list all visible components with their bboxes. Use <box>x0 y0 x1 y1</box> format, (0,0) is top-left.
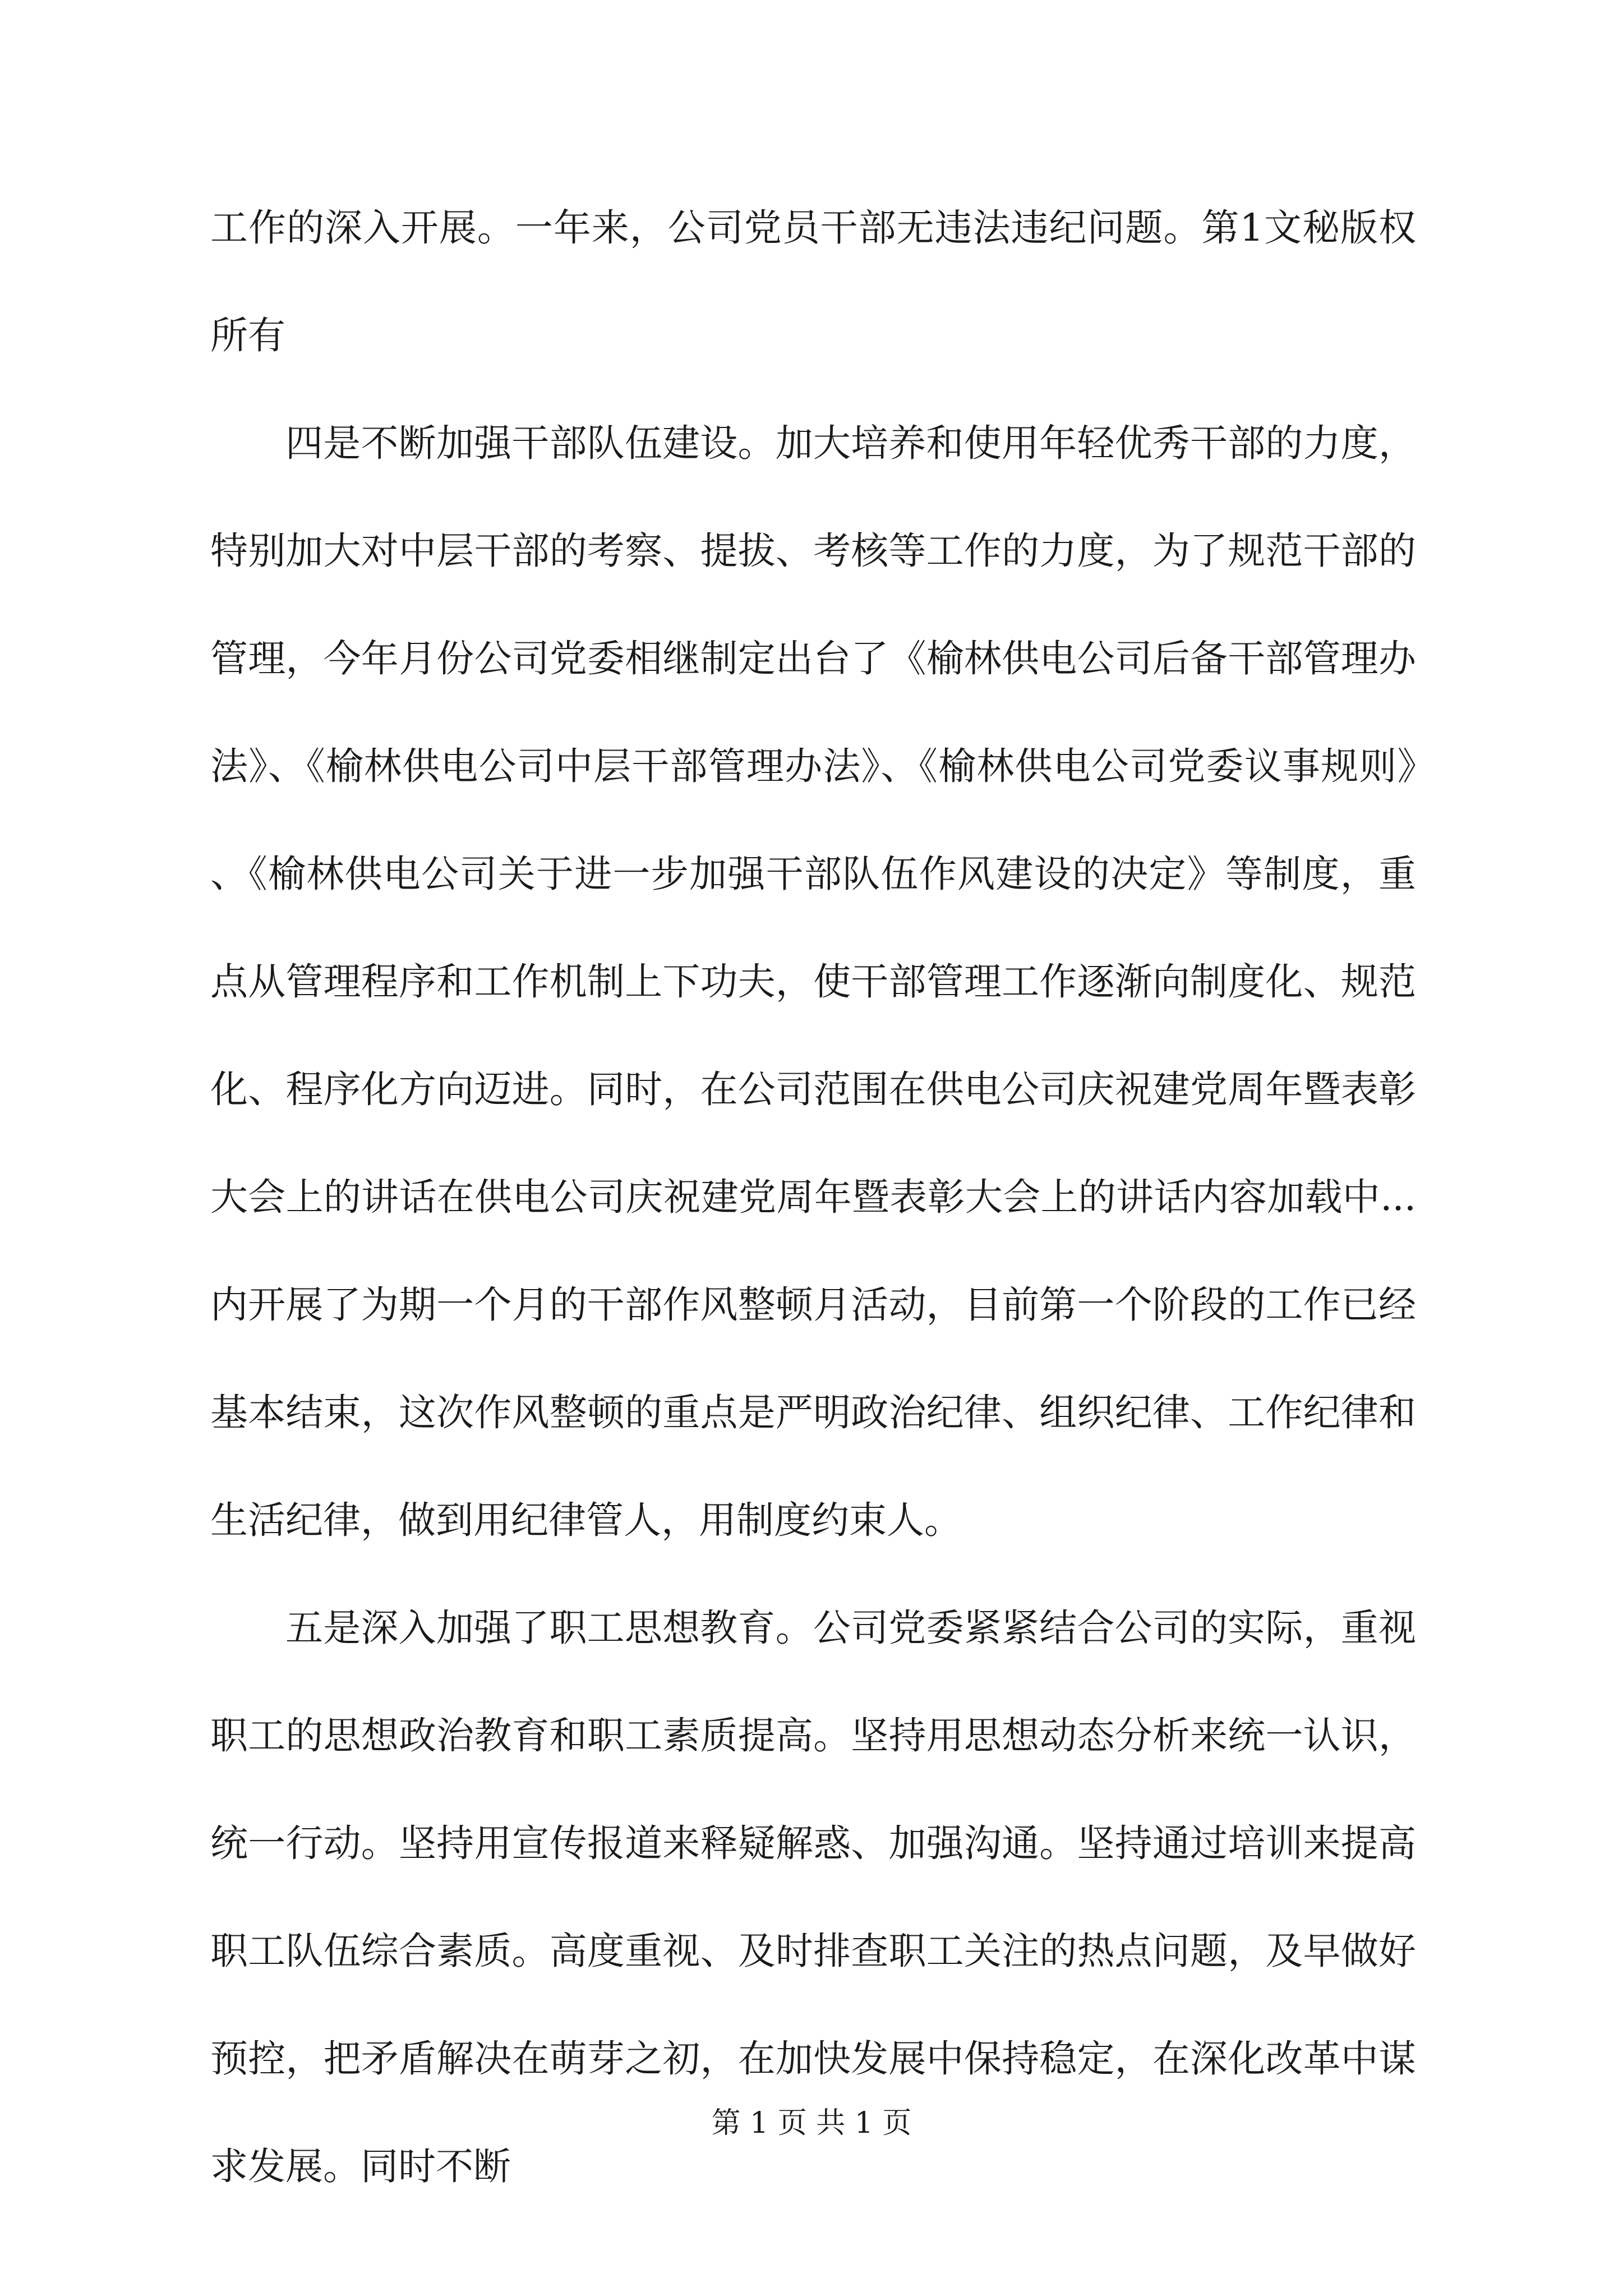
page-footer: 第 1 页 共 1 页 <box>711 2106 912 2140</box>
paragraph-3: 五是深入加强了职工思想教育。公司党委紧紧结合公司的实际，重视职工的思想政治教育和职工素质提高。坚持用思想动态分析来统一认识，统一行动。坚持用宣传报道来释疑解惑、加强沟通。坚持通过培训来提高职工队伍综合素质。高度重视、及时排查职工关注的热点问题，及早做好预控，把矛盾解决在萌芽之初，在加快发展中保持稳定，在深化改革中谋求发展。同时不断 <box>210 1606 1416 2188</box>
document-body <box>210 174 1416 2220</box>
paragraph-2: 四是不断加强干部队伍建设。加大培养和使用年轻优秀干部的力度，特别加大对中层干部的考察、提拔、考核等工作的力度，为了规范干部的管理，今年月份公司党委相继制定出台了《榆林供电公司后备干部管理办法》、《榆林供电公司中层干部管理办法》、《榆林供电公司党委议事规则》、《榆林供电公司关于进一步加强干部队伍作风建设的决定》等制度，重点从管理程序和工作机制上下功夫，使干部管理工作逐渐向制度化、规范化、程序化方向迈进。同时，在公司范围在供电公司庆祝建党周年暨表彰大会上的讲话在供电公司庆祝建党周年暨表彰大会上的讲话内容加载中...内开展了为期一个月的干部作风整顿月活动，目前第一个阶段的工作已经基本结束，这次作风整顿的重点是严明政治纪律、组织纪律、工作纪律和生活纪律，做到用纪律管人，用制度约束人。 <box>210 421 1416 1542</box>
paragraph-1: 工作的深入开展。一年来，公司党员干部无违法违纪问题。第1文秘版权所有 <box>210 206 1416 357</box>
